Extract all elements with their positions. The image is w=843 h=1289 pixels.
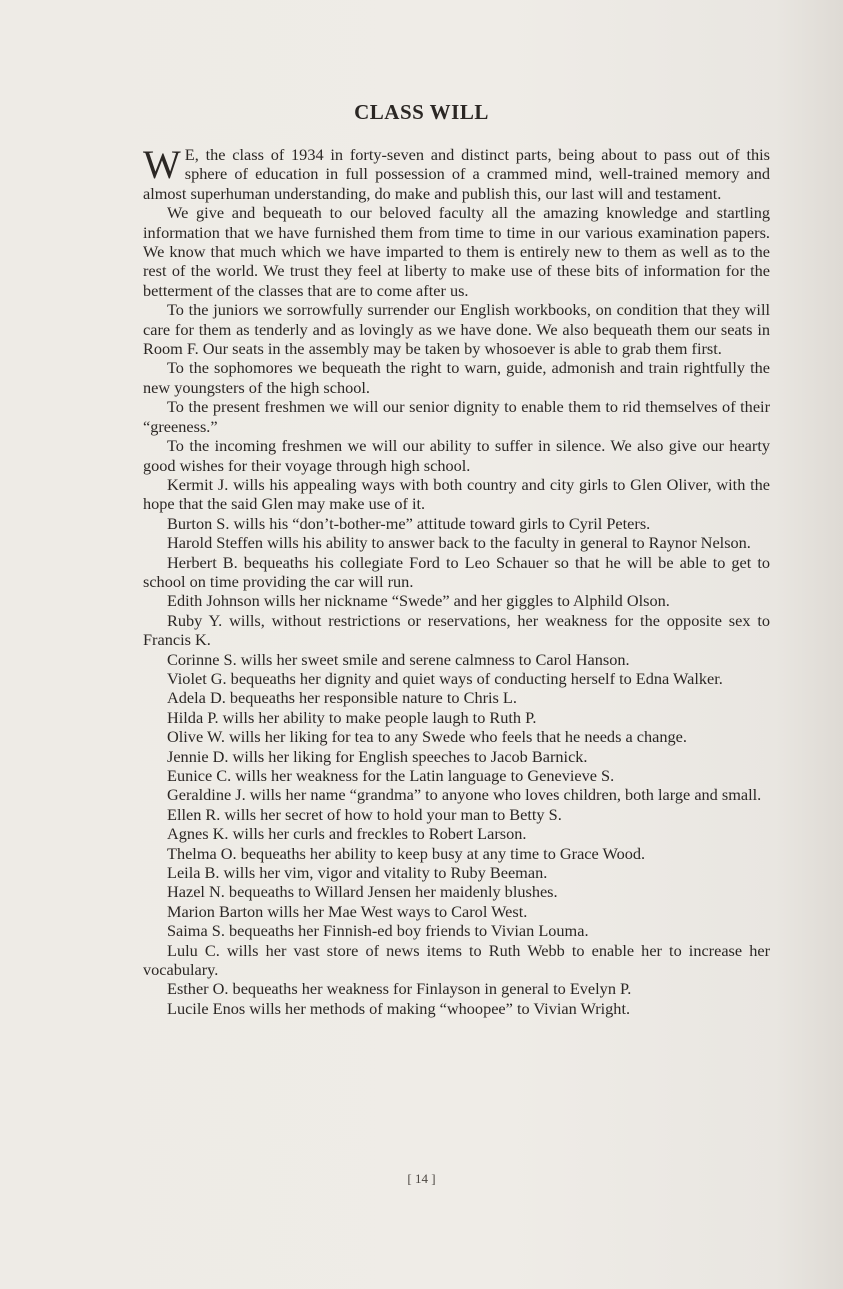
paragraph: Agnes K. wills her curls and freckles to Robert Larson. — [167, 824, 527, 844]
paragraph: Lulu C. wills her vast store of news items to Ruth Webb to enable her to increase her vocabulary. — [143, 940, 770, 980]
paragraph: Esther O. bequeaths her weakness for Finlayson in general to Evelyn P. — [167, 979, 632, 999]
paragraph: Adela D. bequeaths her responsible nature to Chris L. — [167, 688, 517, 708]
paragraph: Corinne S. wills her sweet smile and serene calmness to Carol Hanson. — [167, 649, 630, 669]
paragraph: Leila B. wills her vim, vigor and vitality to Ruby Beeman. — [167, 863, 548, 883]
paragraph: Olive W. wills her liking for tea to any Swede who feels that he needs a change. — [167, 727, 687, 747]
paragraph: Geraldine J. wills her name “grandma” to anyone who loves children, both large and small. — [167, 785, 762, 805]
paragraph: Ellen R. wills her secret of how to hold your man to Betty S. — [167, 804, 562, 824]
paragraph: Lucile Enos wills her methods of making “whoopee” to Vivian Wright. — [167, 998, 631, 1018]
paragraph: To the juniors we sorrowfully surrender our English workbooks, on condition that they will care for them as tenderly and as lovingly as we have done. We also bequeath them our seats in Room F. Our seats in the assembly may be taken by whosoever is able to grab them first. — [143, 300, 770, 359]
paragraph: Herbert B. bequeaths his collegiate Ford to Leo Schauer so that he will be able to get to school on time providing the car will run. — [143, 552, 770, 591]
paragraph: Ruby Y. wills, without restrictions or reservations, her weakness for the opposite sex to Francis K. — [143, 610, 770, 650]
drop-cap: W — [143, 142, 181, 187]
paragraph: Hilda P. wills her ability to make people laugh to Ruth P. — [167, 707, 537, 727]
opening-text: E, the class of 1934 in forty-seven and distinct parts, being about to pass out of this sphere of education in full possession of a crammed mind, well-trained memory and almost superhuman understanding, do make and publish this, our last will and testament. — [143, 145, 770, 203]
will-text — [143, 142, 770, 1018]
paragraph: Violet G. bequeaths her dignity and quiet ways of conducting herself to Edna Walker. — [167, 668, 723, 688]
paragraph: To the sophomores we bequeath the right to warn, guide, admonish and train rightfully the new youngsters of the high school. — [143, 358, 770, 397]
page-number: [ 14 ] — [407, 1171, 436, 1186]
paragraph: Jennie D. wills her liking for English speeches to Jacob Barnick. — [167, 746, 588, 766]
paragraph: We give and bequeath to our beloved faculty all the amazing knowledge and startling information that we have furnished them from time to time in our various examination papers. We know that much which we have imparted to them is entirely new to them as well as to the rest of the world. We trust they feel at liberty to make use of these bits of information for the betterment of the classes that are to come after us. — [143, 203, 770, 300]
paragraph: To the incoming freshmen we will our ability to suffer in silence. We also give our hearty good wishes for their voyage through high school. — [143, 436, 770, 475]
paragraph: Thelma O. bequeaths her ability to keep busy at any time to Grace Wood. — [167, 843, 646, 863]
opening-paragraph — [143, 142, 770, 203]
paragraph: Marion Barton wills her Mae West ways to Carol West. — [167, 901, 528, 921]
paragraph: Hazel N. bequeaths to Willard Jensen her maidenly blushes. — [167, 882, 558, 902]
paragraph: Kermit J. wills his appealing ways with both country and city girls to Glen Oliver, with the hope that the said Glen may make use of it. — [143, 474, 770, 514]
paragraph: Harold Steffen wills his ability to answer back to the faculty in general to Raynor Nelson. — [167, 533, 751, 553]
paragraph: Edith Johnson wills her nickname “Swede” and her giggles to Alphild Olson. — [167, 591, 670, 611]
page-title: CLASS WILL — [354, 100, 489, 124]
paragraph: Saima S. bequeaths her Finnish-ed boy friends to Vivian Louma. — [167, 921, 589, 941]
paragraph: Eunice C. wills her weakness for the Latin language to Genevieve S. — [167, 766, 615, 785]
paragraph: To the present freshmen we will our senior dignity to enable them to rid themselves of their “greeness.” — [143, 397, 770, 436]
paragraph: Burton S. wills his “don’t-bother-me” attitude toward girls to Cyril Peters. — [167, 513, 651, 533]
